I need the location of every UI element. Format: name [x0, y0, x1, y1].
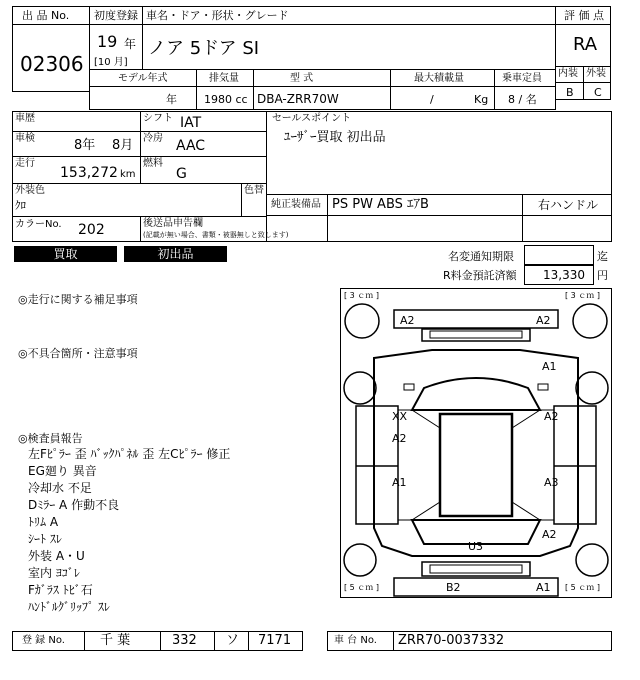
name-change-unit: 迄	[597, 250, 608, 263]
mark-right-rear-quarter: A2	[542, 528, 557, 541]
car-name: ノア 5ドア SI	[148, 38, 260, 59]
corner-tag-bottom-right: [ 5 ｃｍ ]	[565, 583, 600, 592]
model-year-unit: 年	[166, 93, 177, 106]
supplement-label: ◎走行に関する補足事項	[18, 293, 138, 306]
inspector-report-line: 室内 ﾖｺﾞﾚ	[28, 566, 80, 580]
fuel-value: G	[176, 166, 187, 182]
name-change-label: 名変通知期限	[448, 250, 514, 263]
mark-rear-bumper-center: B2	[446, 581, 461, 594]
color-no-value: 202	[78, 222, 105, 238]
overall-grade: RA	[573, 34, 598, 55]
history-label: 車歴	[15, 113, 35, 124]
inspector-report-line: Dﾐﾗｰ A 作動不良	[28, 498, 120, 512]
first-reg-month: [10 月]	[94, 57, 128, 68]
mileage-label: 走行	[15, 158, 35, 169]
inspection-label: 車検	[15, 133, 35, 144]
inspector-label: ◎検査員報告	[18, 432, 83, 445]
aircon-value: AAC	[176, 138, 206, 154]
chassis-number: ZRR70-0037332	[398, 633, 505, 648]
corner-tag-top-right: [ 3 ｃｍ ]	[565, 291, 600, 300]
type-label: 型 式	[290, 73, 314, 84]
registration-kana: ソ	[226, 633, 240, 648]
interior-grade: B	[566, 86, 574, 99]
exterior-label: 外装	[586, 68, 606, 79]
registration-region: 千 葉	[100, 633, 131, 648]
mark-front-right: A2	[536, 314, 551, 327]
registration-label: 登 録 No.	[22, 635, 65, 646]
lot-number: 02306	[20, 52, 84, 76]
inspector-report-line: 冷却水 不足	[28, 481, 92, 495]
max-load-slash: /	[430, 93, 434, 106]
corner-tag-bottom-left: [ 5 ｃｍ ]	[344, 583, 379, 592]
first-reg-year: 19	[97, 32, 118, 51]
inspector-report-line: Fｶﾞﾗｽ ﾄﾋﾞ石	[28, 583, 93, 597]
inspector-report-line: ｼｰﾄ ｽﾚ	[28, 532, 62, 546]
aircon-label: 冷房	[143, 133, 163, 144]
equipment-extra-box	[266, 215, 612, 242]
mark-left-front-door-xx: XX	[392, 410, 408, 423]
inspection-month: 8月	[112, 138, 134, 153]
exterior-grade: C	[594, 86, 602, 99]
displacement: 1980 cc	[204, 93, 248, 106]
recycle-label: R料金預託済額	[443, 269, 517, 282]
ext-color-value: ｸﾛ	[15, 199, 26, 212]
buy-badge: 買取	[14, 246, 117, 262]
registration-class: 332	[172, 633, 197, 648]
grade-label: 評 価 点	[564, 9, 604, 22]
equipment-label: 純正装備品	[271, 199, 321, 210]
ext-color-label: 外装色	[15, 185, 45, 196]
car-damage-diagram	[340, 288, 612, 598]
mark-front-left: A2	[400, 314, 415, 327]
equipment-value: PS PW ABS ｴｱB	[332, 197, 429, 212]
registration-number: 7171	[258, 633, 292, 648]
inspector-report-line: ﾄﾘﾑ A	[28, 515, 59, 529]
mileage-value: 153,272	[60, 165, 118, 181]
mileage-unit: km	[120, 169, 136, 180]
car-name-label: 車名・ドア・形状・グレード	[146, 9, 289, 22]
fuel-label: 燃料	[143, 158, 163, 169]
first-listing-badge: 初出品	[124, 246, 227, 262]
later-report-label: 後送品申告欄	[143, 218, 203, 229]
recycle-value: 13,330	[543, 268, 585, 282]
inspector-report-line: EG廻り 異音	[28, 464, 97, 478]
displacement-label: 排気量	[209, 73, 239, 84]
lot-label: 出 品 No.	[22, 9, 70, 22]
mark-right-front-door: A2	[544, 410, 559, 423]
mark-right-front-fender: A1	[542, 360, 557, 373]
corner-tag-top-left: [ 3 ｃｍ ]	[344, 291, 379, 300]
year-unit: 年	[124, 37, 137, 51]
chassis-label: 車 台 No.	[334, 635, 377, 646]
shift-label: シフト	[143, 113, 173, 124]
inspector-report-line: 外装 A・U	[28, 549, 85, 563]
mark-left-front-door-a2: A2	[392, 432, 407, 445]
first-reg-label: 初度登録	[94, 9, 138, 22]
shift-value: IAT	[180, 115, 202, 131]
later-report-note: (記載が無い場合、書類・被器無しと致します)	[143, 231, 289, 239]
inspector-report-line: ﾊﾝﾄﾞﾙｸﾞﾘｯﾌﾟ ｽﾚ	[28, 600, 110, 614]
sales-point-value: ﾕｰｻﾞｰ買取 初出品	[284, 130, 386, 145]
inspection-year: 8年	[74, 138, 96, 153]
color-change-label: 色替	[244, 185, 264, 196]
capacity-label: 乗車定員	[502, 73, 542, 84]
recycle-unit: 円	[597, 269, 608, 282]
defects-label: ◎不具合箇所・注意事項	[18, 347, 138, 360]
name-change-box	[524, 245, 594, 265]
color-no-label: カラーNo.	[15, 219, 62, 230]
inspector-report-line: 左Fﾋﾟﾗｰ 歪 ﾊﾞｯｸﾊﾟﾈﾙ 歪 左Cﾋﾟﾗｰ 修正	[28, 447, 231, 461]
max-load-label: 最大積載量	[414, 73, 464, 84]
model-year-label: モデル年式	[118, 73, 168, 84]
type-value: DBA-ZRR70W	[257, 92, 339, 106]
max-load-unit: Kg	[474, 93, 489, 106]
mark-rear-center: U3	[468, 540, 484, 553]
steering-value: 右ハンドル	[538, 198, 599, 212]
mark-right-rear-door: A3	[544, 476, 559, 489]
mark-left-rear-door: A1	[392, 476, 407, 489]
sales-point-label: セールスポイント	[272, 113, 352, 124]
interior-label: 内装	[558, 68, 578, 79]
mark-rear-bumper-right: A1	[536, 581, 551, 594]
capacity: 8 / 名	[508, 93, 537, 106]
